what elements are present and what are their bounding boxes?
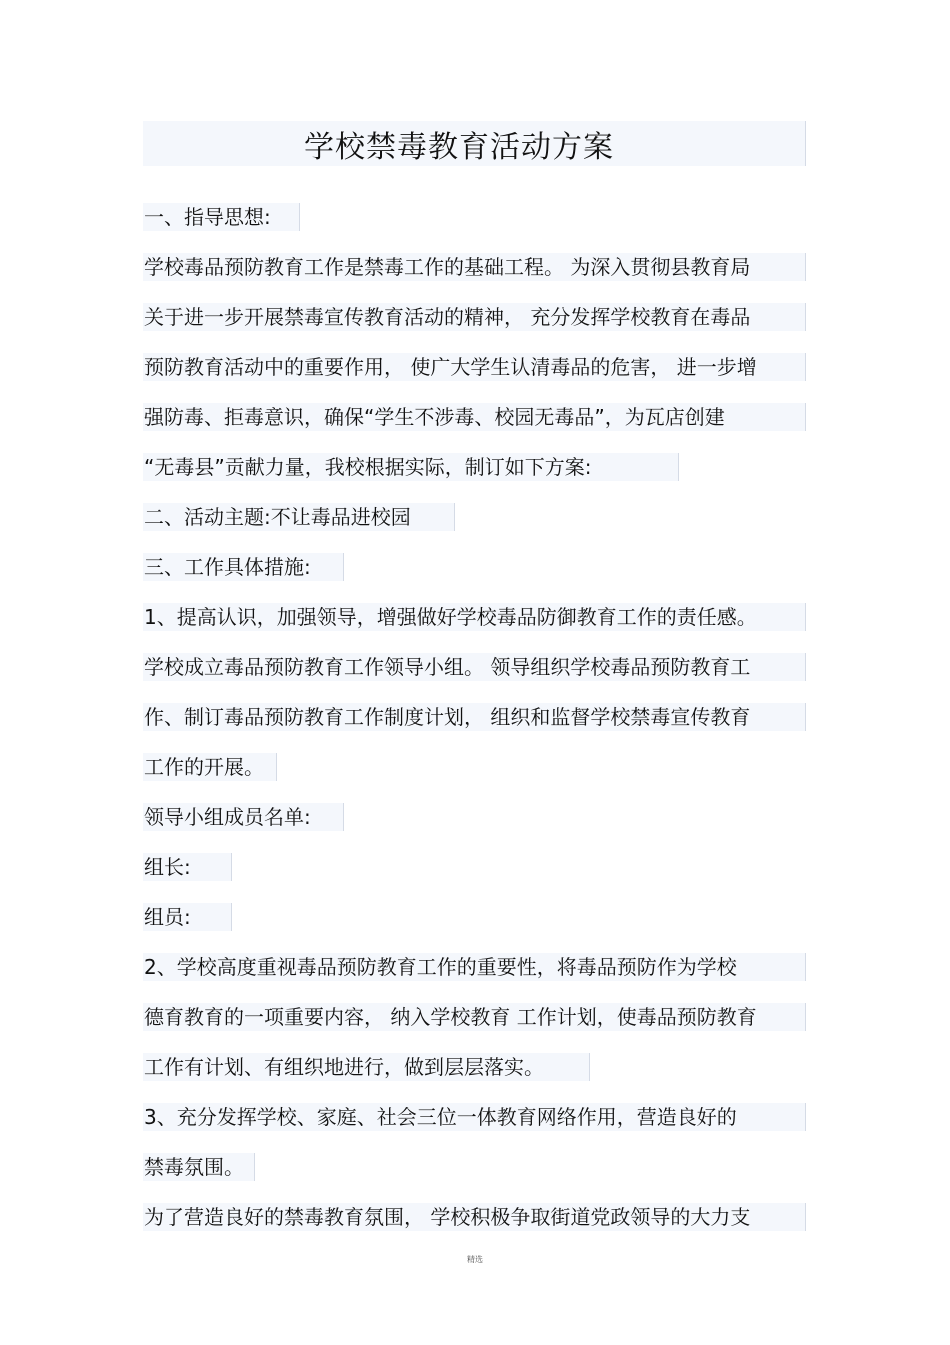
paragraph-line: 德育教育的一项重要内容， 纳入学校教育 工作计划，使毒品预防教育 bbox=[143, 1003, 806, 1031]
heading-measures: 三、工作具体措施: bbox=[143, 553, 344, 581]
paragraph-line: 关于进一步开展禁毒宣传教育活动的精神， 充分发挥学校教育在毒品 bbox=[143, 303, 806, 331]
heading-guiding-ideology: 一、指导思想: bbox=[143, 203, 300, 231]
paragraph-line: 预防教育活动中的重要作用， 使广大学生认清毒品的危害， 进一步增 bbox=[143, 353, 806, 381]
document-title: 学校禁毒教育活动方案 bbox=[304, 129, 614, 165]
paragraph-line: 禁毒氛围。 bbox=[143, 1153, 255, 1181]
paragraph-line: 1、提高认识，加强领导，增强做好学校毒品防御教育工作的责任感。 bbox=[143, 603, 806, 631]
paragraph-line: 强防毒、拒毒意识，确保“学生不涉毒、校园无毒品”，为瓦店创建 bbox=[143, 403, 806, 431]
paragraph-line: 学校毒品预防教育工作是禁毒工作的基础工程。 为深入贯彻县教育局 bbox=[143, 253, 806, 281]
paragraph-line: 2、学校高度重视毒品预防教育工作的重要性，将毒品预防作为学校 bbox=[143, 953, 806, 981]
paragraph-line: 学校成立毒品预防教育工作领导小组。 领导组织学校毒品预防教育工 bbox=[143, 653, 806, 681]
paragraph-line: 作、制订毒品预防教育工作制度计划， 组织和监督学校禁毒宣传教育 bbox=[143, 703, 806, 731]
paragraph-line: 工作的开展。 bbox=[143, 753, 277, 781]
paragraph-line: “无毒县”贡献力量，我校根据实际，制订如下方案: bbox=[143, 453, 679, 481]
member-list-label: 领导小组成员名单: bbox=[143, 803, 344, 831]
paragraph-line: 为了营造良好的禁毒教育氛围， 学校积极争取街道党政领导的大力支 bbox=[143, 1203, 806, 1231]
paragraph-line: 3、充分发挥学校、家庭、社会三位一体教育网络作用，营造良好的 bbox=[143, 1103, 806, 1131]
heading-activity-theme: 二、活动主题:不让毒品进校园 bbox=[143, 503, 455, 531]
page-footer: 精选 bbox=[467, 1255, 483, 1264]
paragraph-line: 工作有计划、有组织地进行，做到层层落实。 bbox=[143, 1053, 590, 1081]
group-leader-label: 组长: bbox=[143, 853, 232, 881]
title-block bbox=[143, 121, 806, 166]
group-member-label: 组员: bbox=[143, 903, 232, 931]
